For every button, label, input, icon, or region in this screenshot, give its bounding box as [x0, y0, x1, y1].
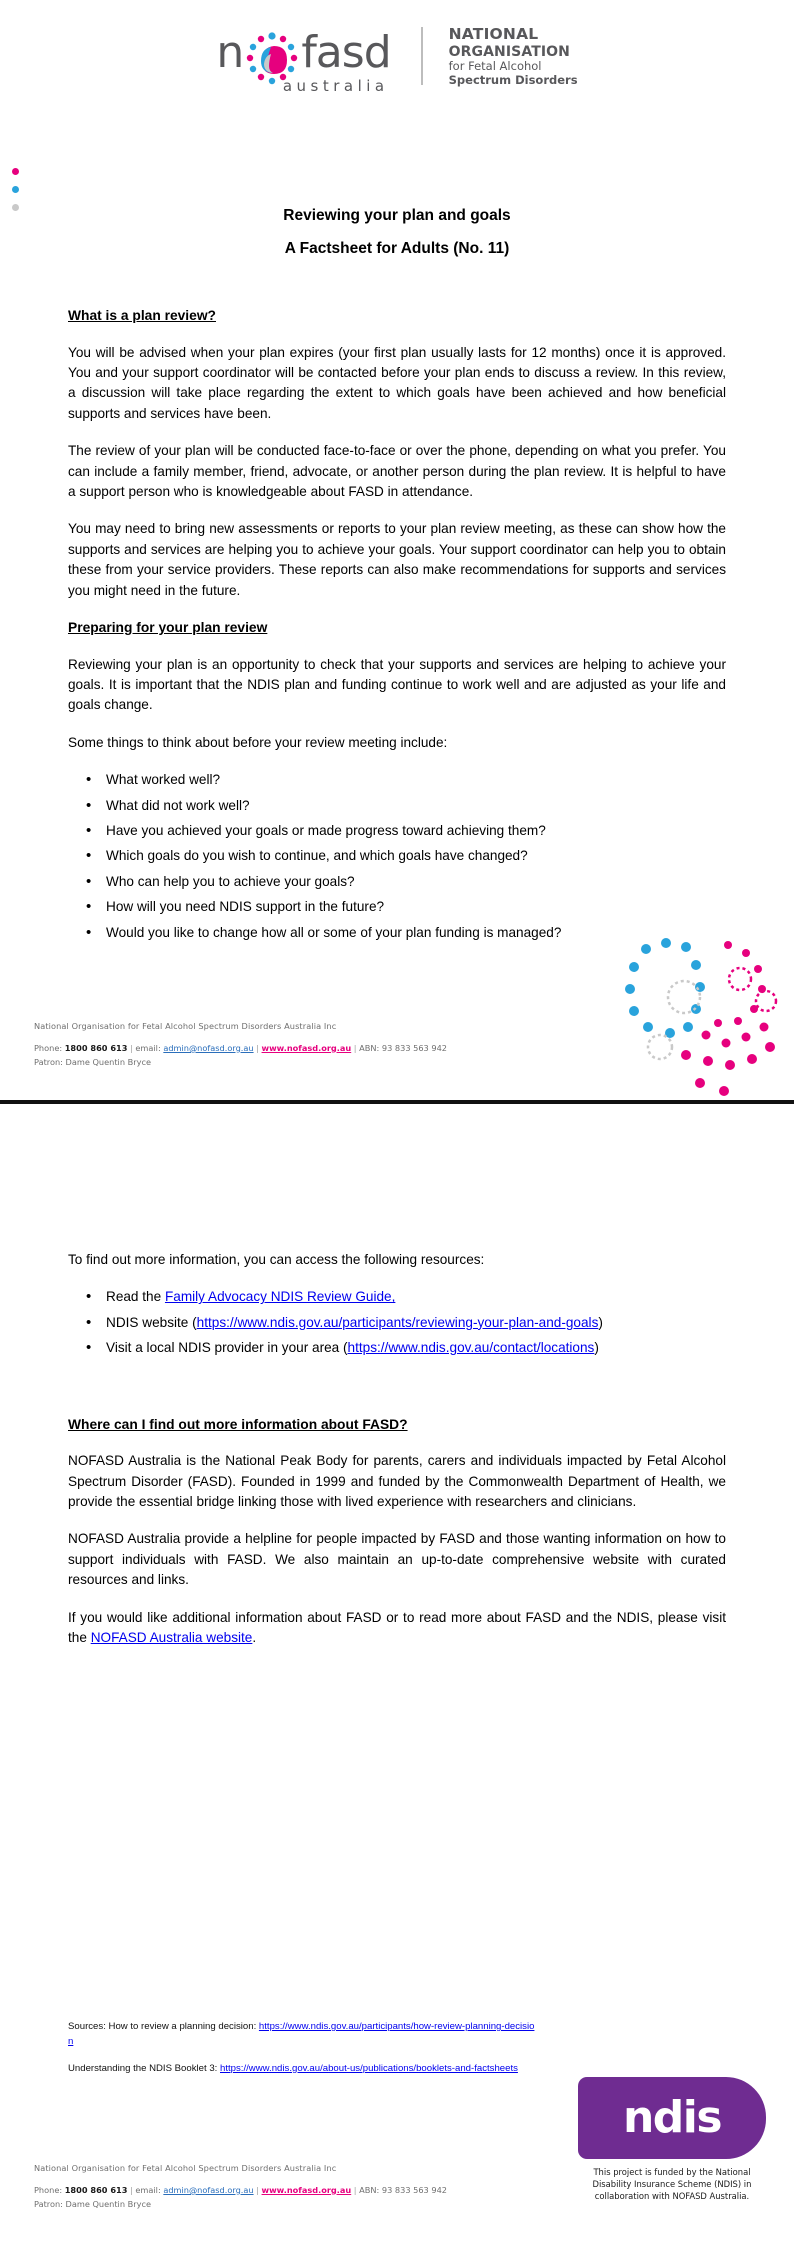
footer-organisation-name: National Organisation for Fetal Alcohol Spectrum Disorders Australia Inc	[34, 1021, 337, 1031]
paragraph-preparing-2: Some things to think about before your review meeting include:	[68, 734, 448, 750]
org-line-for-fetal-alcohol: for Fetal Alcohol	[448, 59, 542, 74]
source-line-1	[68, 2020, 538, 2050]
footer-email-link[interactable]: admin@nofasd.org.au	[163, 1042, 254, 1053]
resource-prefix: NDIS website (	[106, 1314, 197, 1330]
link-nofasd-australia-website[interactable]: NOFASD Australia website	[90, 1629, 253, 1645]
more-info-prefix: If you would like additional information about FASD or to read more about FASD and the NDIS, please visit the	[68, 1609, 726, 1645]
footer-abn: ABN: 93 833 563 942	[359, 1042, 447, 1053]
heading-what-is-a-plan-review: What is a plan review?	[68, 308, 216, 323]
org-line-spectrum-disorders: Spectrum Disorders	[448, 72, 578, 87]
resource-prefix: Visit a local NDIS provider in your area (	[106, 1340, 348, 1356]
footer-separator: |	[351, 1042, 360, 1053]
list-item	[106, 1287, 726, 1307]
resource-prefix: Read the	[106, 1289, 165, 1305]
list-item: • Who can help you to achieve your goals?	[106, 872, 726, 892]
source-line-2	[68, 2062, 538, 2077]
paragraph-more-info-2: NOFASD Australia provide a helpline for people impacted by FASD and those wanting information on how to support individuals with FASD. We also maintain an up-to-date comprehensive website with curated resources and links.	[68, 1531, 726, 1588]
org-line-national: NATIONAL	[448, 25, 539, 43]
list-item: • Have you achieved your goals or made progress toward achieving them?	[106, 821, 726, 841]
decorative-dot-cloud	[588, 935, 788, 1115]
main-content-page-2	[68, 1250, 726, 1648]
footer-separator: |	[127, 2184, 136, 2195]
main-content-page-1	[68, 306, 726, 948]
list-item	[106, 1338, 726, 1358]
link-family-advocacy-guide[interactable]: Family Advocacy NDIS Review Guide,	[164, 1289, 396, 1305]
list-item: • What did not work well?	[106, 796, 726, 816]
dot-blue	[12, 186, 19, 193]
resource-suffix: )	[598, 1314, 603, 1330]
logo-word-fasd: fasd	[301, 27, 391, 79]
ndis-logo-text: ndis	[622, 2092, 722, 2143]
source-2-link[interactable]: https://www.ndis.gov.au/about-us/publications/booklets-and-factsheets	[220, 2062, 518, 2074]
dot-pink	[12, 168, 19, 175]
footer-patron: Patron: Dame Quentin Bryce	[34, 1057, 151, 1068]
ndis-funding-badge	[578, 2077, 766, 2203]
footer-patron: Patron: Dame Quentin Bryce	[34, 2199, 151, 2210]
footer-phone-number: 1800 860 613	[64, 1042, 128, 1053]
list-item: • Which goals do you wish to continue, and which goals have changed?	[106, 846, 726, 866]
footer-separator: |	[253, 1042, 262, 1053]
footer-contact-line	[34, 2184, 574, 2197]
logo-organisation-text	[449, 26, 578, 87]
paragraph-more-info-1: NOFASD Australia is the National Peak Body for parents, carers and individuals impacted by Fetal Alcohol Spectrum Disorder (FASD). Founded in 1999 and funded by the Commonwealth Department of Health, we provide the essential bridge linking those with lived experience with researchers and clinicians.	[68, 1453, 726, 1510]
logo-divider	[421, 27, 423, 85]
ndis-logo	[578, 2077, 766, 2159]
page-title: Reviewing your plan and goals	[283, 207, 511, 224]
source-1-label: Sources: How to review a planning decision:	[68, 2021, 259, 2032]
ndis-funding-caption: This project is funded by the National Disability Insurance Scheme (NDIS) in collaboration with NOFASD Australia.	[592, 2167, 752, 2202]
page-subtitle: A Factsheet for Adults (No. 11)	[284, 240, 510, 257]
footer-website-link[interactable]: www.nofasd.org.au	[261, 1042, 352, 1053]
heading-preparing-for-your-plan-review: Preparing for your plan review	[68, 619, 268, 635]
list-item: • Would you like to change how all or some of your plan funding is managed?	[106, 923, 726, 943]
footer-phone-number: 1800 860 613	[64, 2184, 128, 2195]
footer-separator: |	[127, 1042, 136, 1053]
page-footer-1	[34, 1020, 574, 1069]
source-1-link[interactable]: https://www.ndis.gov.au/participants/how-review-planning-decision	[68, 2021, 535, 2047]
paragraph-more-info-3	[68, 1608, 726, 1649]
resources-bullet-list	[68, 1287, 726, 1358]
document-page-2	[0, 1122, 794, 2229]
logo-letter-n: n	[216, 27, 244, 79]
footer-contact-line	[34, 1042, 574, 1055]
footer-abn: ABN: 93 833 563 942	[359, 2184, 447, 2195]
masthead	[0, 25, 794, 96]
paragraph-preparing-1: Reviewing your plan is an opportunity to check that your supports and services are helping to achieve your goals. It is important that the NDIS plan and funding continue to work well and are adjusted as your life and goals change.	[68, 656, 726, 713]
paragraph-plan-review-3: You may need to bring new assessments or reports to your plan review meeting, as these can show how the supports and services are helping you to achieve your goals. Your support coordinator can help you to obtain these from your service providers. These reports can also make recommendations for supports and services you might need in the future.	[68, 521, 726, 598]
source-2-label: Understanding the NDIS Booklet 3:	[68, 2062, 220, 2074]
list-item	[106, 1313, 726, 1333]
sources-block	[68, 2020, 538, 2089]
footer-separator: |	[253, 2184, 262, 2195]
paragraph-resources-intro: To find out more information, you can access the following resources:	[68, 1252, 485, 1267]
heading-where-can-i-find-more-info: Where can I find out more information about FASD?	[68, 1416, 408, 1432]
footer-phone-label: Phone:	[34, 2184, 65, 2195]
logo-mark	[216, 27, 391, 96]
footer-email-label: email:	[135, 1042, 164, 1053]
footer-separator: |	[351, 2184, 360, 2195]
footer-phone-label: Phone:	[34, 1042, 65, 1053]
list-item: • What worked well?	[106, 770, 726, 790]
document-page-1	[0, 0, 794, 1122]
page-divider-rule	[0, 1100, 794, 1104]
page-footer-2	[34, 2162, 574, 2211]
footer-website-link[interactable]: www.nofasd.org.au	[261, 2184, 352, 2195]
footer-organisation-name: National Organisation for Fetal Alcohol Spectrum Disorders Australia Inc	[34, 2163, 337, 2173]
link-ndis-reviewing-plan[interactable]: https://www.ndis.gov.au/participants/reviewing-your-plan-and-goals	[196, 1314, 599, 1330]
more-info-suffix: .	[252, 1629, 257, 1645]
paragraph-plan-review-1: You will be advised when your plan expires (your first plan usually lasts for 12 months) once it is approved. You and your support coordinator will be contacted before your plan ends to discuss a review. In this review, a discussion will take place regarding the extent to which goals have been achieved and how beneficial supports and services have been.	[68, 344, 726, 421]
resource-suffix: )	[594, 1340, 599, 1356]
nofasd-logo	[216, 25, 578, 96]
list-item: • How will you need NDIS support in the future?	[106, 897, 726, 917]
preparing-bullet-list	[68, 770, 726, 943]
org-line-organisation: ORGANISATION	[448, 43, 570, 60]
logo-word-australia: australia	[282, 77, 389, 96]
link-ndis-contact-locations[interactable]: https://www.ndis.gov.au/contact/locations	[347, 1340, 595, 1356]
footer-email-link[interactable]: admin@nofasd.org.au	[163, 2184, 254, 2195]
paragraph-plan-review-2: The review of your plan will be conducted face-to-face or over the phone, depending on what you prefer. You can include a family member, friend, advocate, or another person during the plan review. It is helpful to have a support person who is knowledgeable about FASD in attendance.	[68, 443, 726, 500]
footer-email-label: email:	[135, 2184, 164, 2195]
